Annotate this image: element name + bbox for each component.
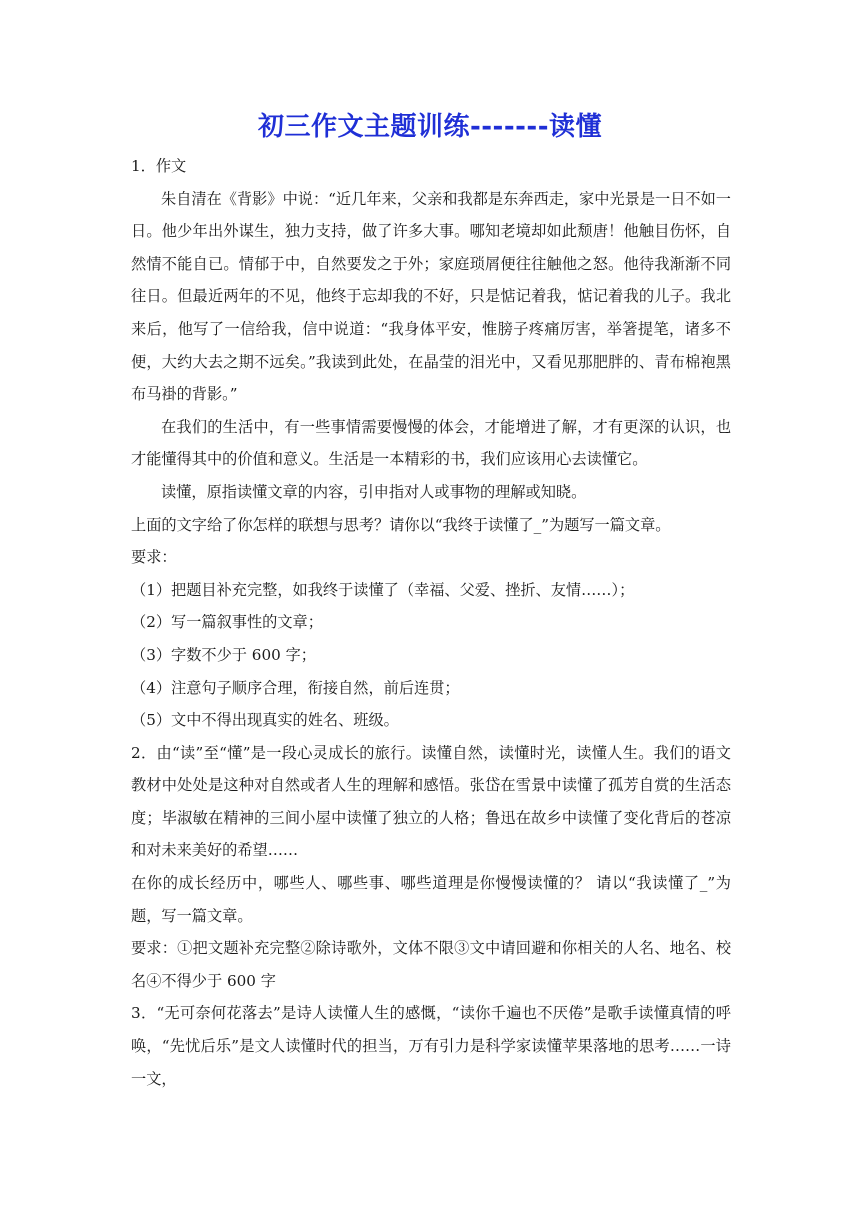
q1-requirement-1: （1）把题目补充完整，如我终于读懂了（幸福、父爱、挫折、友情……）；: [131, 580, 635, 599]
q1-heading: 1．作文: [131, 157, 187, 175]
document-body: [131, 150, 731, 1095]
q2-paragraph: 2．由“读”至“懂”是一段心灵成长的旅行。读懂自然，读懂时光，读懂人生。我们的语文教材中处处是这种对自然或者人生的理解和感悟。张岱在雪景中读懂了孤芳自赏的生活态度；毕淑敏在精神的三间小屋中读懂了独立的人格；鲁迅在故乡中读懂了变化背后的苍凉和对未来美好的希望……: [131, 743, 731, 860]
q2-prompt: 在你的成长经历中，哪些人、哪些事、哪些道理是你慢慢读懂的？ 请以“我读懂了_”为题，写一篇文章。: [131, 874, 731, 925]
q3-paragraph: 3．“无可奈何花落去”是诗人读懂人生的感慨，“读你千遍也不厌倦”是歌手读懂真情的呼唤，“先忧后乐”是文人读懂时代的担当，万有引力是科学家读懂苹果落地的思考……一诗一文，: [131, 1004, 731, 1088]
q1-requirement-3: （3）字数不少于 600 字；: [131, 645, 316, 664]
q1-paragraph-3: 读懂，原指读懂文章的内容，引申指对人或事物的理解或知晓。: [161, 482, 587, 501]
q1-requirement-5: （5）文中不得出现真实的姓名、班级。: [131, 711, 399, 730]
q1-requirements-label: 要求：: [131, 548, 177, 567]
q2-requirements: 要求：①把文题补充完整②除诗歌外，文体不限③文中请回避和你相关的人名、地名、校名④不得少于 600 字: [131, 939, 731, 990]
q1-quote-paragraph: 朱自清在《背影》中说：“近几年来，父亲和我都是东奔西走，家中光景是一日不如一日。他少年出外谋生，独力支持，做了许多大事。哪知老境却如此颓唐！他触目伤怀，自然情不能自已。情郁于中，自然要发之于外；家庭琐屑便往往触他之怒。他待我渐渐不同往日。但最近两年的不见，他终于忘却我的不好，只是惦记着我，惦记着我的儿子。我北来后，他写了一信给我，信中说道：“我身体平安，惟膀子疼痛厉害，举箸提笔，诸多不便，大约大去之期不远矣。”我读到此处，在晶莹的泪光中，又看见那肥胖的、青布棉袍黑布马褂的背影。”: [131, 189, 731, 404]
q1-prompt: 上面的文字给了你怎样的联想与思考？请你以“我终于读懂了_”为题写一篇文章。: [131, 515, 671, 534]
q1-requirement-2: （2）写一篇叙事性的文章；: [131, 613, 323, 632]
q1-requirement-4: （4）注意句子顺序合理，衔接自然，前后连贯；: [131, 678, 460, 697]
page-title: 初三作文主题训练-------读懂: [257, 112, 603, 142]
q1-paragraph-2: 在我们的生活中，有一些事情需要慢慢的体会，才能增进了解，才有更深的认识，也才能懂得其中的价值和意义。生活是一本精彩的书，我们应该用心去读懂它。: [131, 417, 731, 469]
